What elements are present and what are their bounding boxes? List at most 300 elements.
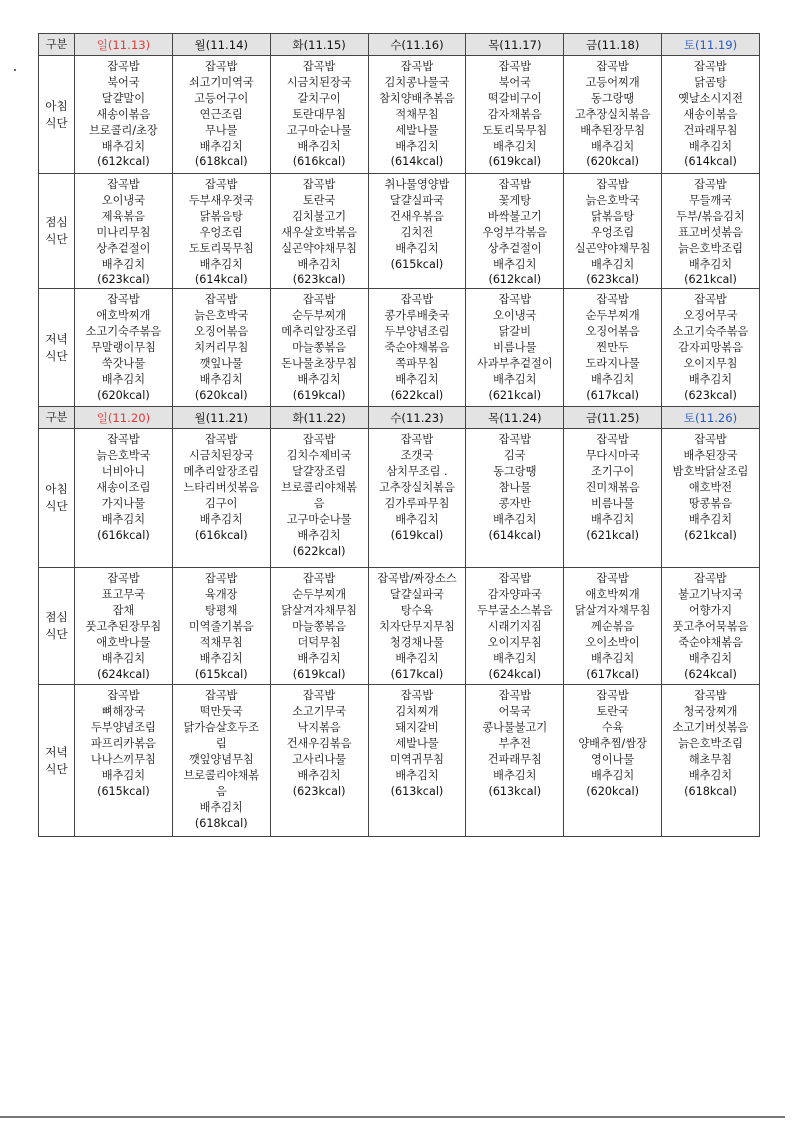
menu-cell — [466, 568, 564, 685]
menu-cell — [662, 289, 760, 407]
menu-item: 잡곡밥 — [694, 178, 727, 191]
menu-item: 고추장실치볶음 — [574, 107, 651, 121]
day-header: 수(11.16) — [368, 34, 466, 56]
menu-item: 오이지무침 — [487, 635, 542, 649]
menu-item: (612kcal) — [97, 155, 150, 169]
menu-item: 고등어구이 — [194, 91, 249, 105]
breakfast-label — [39, 429, 75, 568]
menu-item: 잡곡밥 — [302, 293, 336, 307]
menu-item: 늙은호박국 — [585, 193, 640, 207]
menu-item: 오이지무침 — [683, 356, 738, 370]
menu-item: 닭갈비 — [498, 325, 531, 339]
menu-item: 배추김치 — [688, 768, 733, 782]
menu-item: 닭볶음탕 — [591, 209, 635, 223]
menu-item: 잡곡밥 — [107, 572, 140, 586]
menu-item: 마늘쫑볶음 — [292, 341, 347, 355]
menu-item: 잡곡밥 — [498, 60, 531, 73]
menu-cell — [270, 429, 368, 568]
menu-item: (624kcal) — [97, 667, 150, 681]
menu-item: 탕수육 — [400, 604, 434, 618]
menu-item: 잡곡밥 — [302, 689, 336, 703]
menu-item: (614kcal) — [194, 273, 248, 287]
day-header: 월(11.14) — [172, 34, 270, 56]
menu-item: 배추김치 — [199, 139, 243, 153]
menu-item: 김치수제비국 — [286, 449, 352, 463]
menu-item: 김구이 — [205, 496, 238, 510]
menu-item: 무다시마국 — [585, 449, 640, 463]
menu-cell — [270, 174, 368, 289]
menu-item: 두부/볶음김치 — [676, 209, 745, 223]
menu-item: 갈치구이 — [297, 91, 341, 105]
menu-item: 달걀말이 — [101, 91, 146, 105]
menu-item: 콩자반 — [498, 496, 531, 510]
menu-item: 브로콜리야채볶 — [183, 768, 260, 782]
menu-item: 무들깨국 — [688, 193, 733, 207]
menu-item: 새송이볶음 — [683, 107, 738, 121]
menu-item: 배추김치 — [101, 768, 146, 782]
menu-item: 실곤약야채무침 — [281, 241, 357, 255]
menu-item: 콩가루배춧국 — [384, 309, 450, 323]
menu-item: 무말랭이무침 — [91, 341, 156, 355]
menu-cell — [172, 174, 270, 289]
menu-item: 메추리알장조림 — [281, 325, 357, 339]
weekly-menu-table — [38, 33, 760, 837]
menu-item: 무나물 — [205, 123, 238, 137]
menu-item: 배추김치 — [101, 372, 146, 386]
menu-item: 잡곡밥 — [596, 178, 629, 191]
day-header: 토(11.19) — [662, 34, 760, 56]
menu-item: 우엉부각볶음 — [482, 225, 548, 239]
menu-item: 배추김치 — [591, 512, 635, 526]
menu-item: 참치양배추볶음 — [379, 91, 455, 105]
menu-item: 배추김치 — [493, 372, 537, 386]
menu-cell — [564, 174, 662, 289]
menu-item: 잡곡밥 — [694, 293, 727, 307]
menu-item: 새우살호박볶음 — [281, 225, 357, 239]
menu-item: 두부양념조림 — [91, 721, 156, 735]
menu-item: 고구마순나물 — [286, 123, 352, 137]
menu-item: 잡곡밥 — [205, 572, 238, 586]
menu-item: 잡곡밥 — [400, 433, 434, 447]
menu-item: 배추김치 — [395, 372, 439, 386]
menu-item: (622kcal) — [390, 388, 444, 402]
menu-item: 닭볶음탕 — [199, 209, 243, 223]
menu-item: 순두부찌개 — [292, 588, 347, 602]
menu-item: 애호박찌개 — [585, 588, 640, 602]
menu-item: 배추김치 — [199, 372, 243, 386]
menu-item: 배추김치 — [688, 139, 733, 153]
day-header: 금(11.25) — [564, 407, 662, 429]
menu-item: 김치전 — [400, 225, 434, 239]
menu-item: 콩나물불고기 — [482, 721, 548, 735]
menu-cell — [172, 56, 270, 174]
menu-cell — [564, 429, 662, 568]
menu-cell — [368, 56, 466, 174]
dinner-label — [39, 289, 75, 407]
menu-item: 배추김치 — [395, 139, 439, 153]
menu-item: 감자채볶음 — [487, 107, 542, 121]
menu-item: 도토리묵무침 — [188, 241, 254, 255]
menu-item: 애호박나물 — [96, 635, 151, 649]
menu-item: 미나리무침 — [96, 225, 151, 239]
day-header: 일(11.13) — [75, 34, 173, 56]
menu-cell — [466, 685, 564, 837]
menu-item: (623kcal) — [292, 273, 346, 287]
menu-item: (623kcal) — [684, 388, 737, 402]
menu-item: 어향가지 — [688, 604, 733, 618]
menu-item: 더덕무침 — [297, 635, 341, 649]
menu-item: 늙은호박조림 — [678, 737, 743, 751]
menu-cell — [466, 289, 564, 407]
menu-item: 떡만둣국 — [199, 705, 243, 719]
menu-item: 배추김치 — [493, 139, 537, 153]
menu-item: (617kcal) — [586, 388, 639, 402]
gubun-header: 구분 — [39, 407, 75, 429]
menu-item: 배추김치 — [297, 257, 341, 271]
menu-item: 잡곡밥 — [498, 433, 531, 447]
menu-item: 제육볶음 — [101, 209, 146, 223]
breakfast-row — [39, 429, 760, 568]
menu-item: 파프리카볶음 — [91, 737, 156, 751]
menu-item: 배추김치 — [199, 800, 243, 814]
menu-item: 청국장찌개 — [683, 705, 738, 719]
menu-item: 나나스끼무침 — [91, 752, 156, 766]
menu-cell — [662, 568, 760, 685]
menu-item: 풋고추어묵볶음 — [672, 620, 749, 634]
menu-item: 토란국 — [302, 193, 336, 207]
menu-item: 도라지나물 — [585, 356, 640, 370]
menu-item: 표고버섯볶음 — [678, 225, 743, 239]
meal-label-text: 저녁 — [45, 744, 68, 759]
menu-item: 잡곡밥 — [596, 572, 629, 586]
menu-cell — [75, 429, 173, 568]
menu-cell — [662, 174, 760, 289]
menu-item: 깻잎나물 — [199, 356, 243, 370]
menu-cell — [75, 174, 173, 289]
menu-item: (621kcal) — [684, 528, 737, 542]
menu-item: 잡곡밥 — [107, 60, 140, 73]
menu-item: 참나물 — [498, 481, 531, 495]
menu-item: 배추김치 — [297, 139, 341, 153]
menu-item: 배추김치 — [591, 768, 635, 782]
menu-item: 새송이볶음 — [96, 107, 151, 121]
menu-cell — [662, 56, 760, 174]
menu-item: 음 — [313, 496, 325, 510]
menu-item: 잡곡밥 — [205, 689, 238, 703]
menu-cell — [270, 685, 368, 837]
menu-item: (616kcal) — [194, 528, 248, 542]
week-header-row — [39, 34, 760, 56]
menu-item: 애호박전 — [688, 481, 733, 495]
menu-item: (618kcal) — [194, 155, 248, 169]
menu-item: (624kcal) — [488, 667, 542, 681]
menu-item: 순두부찌개 — [585, 309, 640, 323]
menu-item: 잡곡밥 — [596, 433, 629, 447]
menu-cell — [368, 429, 466, 568]
menu-item: 잡곡밥/짜장소스 — [377, 572, 457, 586]
menu-item: 적채무침 — [199, 635, 243, 649]
menu-item: 취나물영양밥 — [384, 178, 450, 191]
menu-item: 돈나물초장무침 — [281, 356, 357, 370]
menu-item: 치자단무지무침 — [379, 620, 455, 634]
menu-item: 잡곡밥 — [302, 433, 336, 447]
menu-item: 깻잎양념무침 — [188, 752, 254, 766]
scan-speck — [14, 69, 16, 71]
menu-item: 어묵국 — [498, 705, 531, 719]
menu-item: 배추김치 — [591, 257, 635, 271]
menu-item: 배추된장무침 — [580, 123, 646, 137]
menu-item: 비름나물 — [493, 341, 537, 355]
meal-label-text: 아침 — [45, 482, 68, 497]
menu-cell — [564, 289, 662, 407]
lunch-row — [39, 568, 760, 685]
menu-item: 해초무침 — [688, 752, 733, 766]
menu-item: 잡곡밥 — [498, 572, 531, 586]
menu-item: 김치찌개 — [395, 705, 439, 719]
menu-item: 우엉조림 — [199, 225, 243, 239]
menu-cell — [75, 568, 173, 685]
menu-item: 오징어볶음 — [194, 325, 249, 339]
menu-item: 잡곡밥 — [498, 689, 531, 703]
menu-item: 오이냉국 — [493, 309, 537, 323]
menu-item: (612kcal) — [488, 273, 542, 287]
gubun-header: 구분 — [39, 34, 75, 56]
menu-item: 소고기버섯볶음 — [672, 721, 749, 735]
menu-cell — [368, 685, 466, 837]
menu-item: 달걀실파국 — [389, 588, 444, 602]
menu-item: 비름나물 — [591, 496, 635, 510]
menu-item: 순두부찌개 — [292, 309, 347, 323]
meal-label-text: 점심 — [45, 215, 68, 230]
menu-item: 배추김치 — [101, 512, 146, 526]
menu-cell — [270, 289, 368, 407]
menu-cell — [466, 429, 564, 568]
menu-item: 배추김치 — [493, 768, 537, 782]
menu-cell — [368, 568, 466, 685]
menu-item: (619kcal) — [390, 528, 444, 542]
menu-item: 메추리알장조림 — [183, 465, 260, 479]
menu-item: 감자양파국 — [487, 588, 542, 602]
menu-item: 새송이조림 — [96, 481, 151, 495]
menu-item: 육개장 — [205, 588, 238, 602]
menu-item: (624kcal) — [684, 667, 737, 681]
menu-item: 꽃게탕 — [498, 193, 531, 207]
menu-item: 배추김치 — [688, 512, 733, 526]
menu-item: 잡곡밥 — [694, 433, 727, 447]
menu-item: 치커리무침 — [194, 341, 249, 355]
menu-item: 삼치무조림 . — [386, 465, 448, 479]
menu-item: 미역줄기볶음 — [188, 620, 254, 634]
meal-label-text: 점심 — [45, 610, 68, 625]
dinner-label — [39, 685, 75, 837]
menu-item: 배추김치 — [493, 257, 537, 271]
menu-item: 우엉조림 — [591, 225, 635, 239]
menu-item: 김국 — [503, 449, 526, 463]
menu-item: 탕평채 — [205, 604, 238, 618]
menu-item: 북어국 — [498, 75, 531, 89]
menu-item: (621kcal) — [488, 388, 542, 402]
dinner-row — [39, 685, 760, 837]
menu-item: 오징어무국 — [683, 309, 738, 323]
lunch-row — [39, 174, 760, 289]
page-bottom-edge — [0, 1116, 785, 1118]
menu-item: 세발나물 — [395, 737, 439, 751]
menu-item: 죽순야채볶음 — [384, 341, 450, 355]
menu-item: 두부양념조림 — [384, 325, 450, 339]
menu-item: 배추김치 — [395, 651, 439, 665]
menu-item: 잡곡밥 — [694, 572, 727, 586]
menu-item: 잡곡밥 — [205, 60, 238, 73]
menu-item: 세발나물 — [395, 123, 439, 137]
menu-item: 건파래무침 — [487, 752, 542, 766]
menu-item: 두부굴소스볶음 — [476, 604, 553, 618]
menu-item: 오이소박이 — [585, 635, 640, 649]
menu-cell — [466, 174, 564, 289]
menu-item: 고사리나물 — [292, 752, 347, 766]
menu-item: 배추김치 — [297, 528, 341, 542]
menu-item: (620kcal) — [97, 388, 150, 402]
menu-item: 시금치된장국 — [286, 75, 352, 89]
menu-cell — [172, 568, 270, 685]
menu-item: 쪽파무침 — [395, 356, 439, 370]
menu-item: 김치콩나물국 — [384, 75, 450, 89]
meal-label-text: 식단 — [45, 232, 68, 247]
day-header: 일(11.20) — [75, 407, 173, 429]
menu-cell — [270, 56, 368, 174]
menu-item: 가지나물 — [101, 496, 146, 510]
day-header: 화(11.22) — [270, 407, 368, 429]
menu-item: 배추김치 — [395, 512, 439, 526]
menu-item: 오징어볶음 — [585, 325, 640, 339]
menu-item: 잡곡밥 — [205, 433, 238, 447]
menu-item: 청경채나물 — [389, 635, 444, 649]
menu-cell — [564, 685, 662, 837]
menu-item: 고구마순나물 — [286, 512, 352, 526]
menu-item: 조기구이 — [591, 465, 635, 479]
day-header: 금(11.18) — [564, 34, 662, 56]
menu-item: (618kcal) — [684, 784, 737, 798]
menu-item: 께순볶음 — [591, 620, 635, 634]
menu-cell — [75, 685, 173, 837]
menu-item: (615kcal) — [390, 257, 444, 271]
menu-item: 늙은호박국 — [96, 449, 151, 463]
meal-label-text: 식단 — [45, 761, 68, 776]
menu-item: 쑥갓나물 — [101, 356, 146, 370]
menu-item: 배추김치 — [297, 768, 341, 782]
menu-item: 양배추찜/쌈장 — [578, 737, 647, 751]
menu-item: (616kcal) — [292, 155, 346, 169]
menu-item: 닭가슴살호두조 — [183, 721, 260, 735]
menu-item: 토란국 — [596, 705, 629, 719]
meal-label-text: 식단 — [45, 499, 68, 514]
menu-item: 연근조림 — [199, 107, 243, 121]
menu-item: 토란대무침 — [292, 107, 347, 121]
menu-item: 배추김치 — [591, 372, 635, 386]
menu-item: 배추김치 — [591, 651, 635, 665]
menu-item: 땅콩볶음 — [688, 496, 733, 510]
menu-item: 느타리버섯볶음 — [183, 481, 260, 495]
day-header: 월(11.21) — [172, 407, 270, 429]
dinner-row — [39, 289, 760, 407]
menu-item: (614kcal) — [390, 155, 444, 169]
menu-item: (615kcal) — [194, 667, 248, 681]
menu-item: 죽순야채볶음 — [678, 635, 743, 649]
menu-item: 잡곡밥 — [205, 178, 238, 191]
menu-item: 잡곡밥 — [107, 293, 140, 307]
menu-item: (621kcal) — [684, 273, 737, 287]
menu-item: 바싹불고기 — [487, 209, 542, 223]
menu-item: 고추장실치볶음 — [379, 481, 455, 495]
menu-item: 쇠고기미역국 — [188, 75, 254, 89]
menu-item: 배추김치 — [101, 139, 146, 153]
menu-item: 배추김치 — [101, 651, 146, 665]
menu-item: (619kcal) — [292, 388, 346, 402]
menu-item: 마늘쫑볶음 — [292, 620, 347, 634]
menu-item: 배추김치 — [493, 512, 537, 526]
menu-item: 잡곡밥 — [498, 178, 531, 191]
menu-item: 배추김치 — [493, 651, 537, 665]
day-header: 수(11.23) — [368, 407, 466, 429]
menu-item: 달걀실파국 — [389, 193, 444, 207]
menu-item: 잡곡밥 — [694, 689, 727, 703]
menu-item: 잡곡밥 — [694, 60, 727, 73]
menu-item: 고등어찌개 — [585, 75, 640, 89]
menu-item: 배추김치 — [199, 257, 243, 271]
menu-item: 소고기무국 — [292, 705, 347, 719]
menu-item: 동그랑땡 — [493, 465, 537, 479]
menu-item: (614kcal) — [684, 155, 737, 169]
menu-item: 닭살겨자채무침 — [574, 604, 651, 618]
menu-item: 소고기숙주볶음 — [85, 325, 162, 339]
menu-item: 풋고추된장무침 — [85, 620, 162, 634]
menu-item: 배추김치 — [297, 651, 341, 665]
menu-item: 도토리묵무침 — [482, 123, 548, 137]
menu-item: (622kcal) — [292, 544, 346, 558]
breakfast-row — [39, 56, 760, 174]
menu-item: 상추겉절이 — [487, 241, 542, 255]
menu-item: (617kcal) — [586, 667, 639, 681]
menu-item: 건파래무침 — [683, 123, 738, 137]
menu-item: 배추김치 — [395, 768, 439, 782]
menu-item: 떡갈비구이 — [487, 91, 542, 105]
menu-item: 동그랑땡 — [591, 91, 635, 105]
menu-item: 잡곡밥 — [205, 293, 238, 307]
menu-item: 잡채 — [112, 604, 135, 618]
menu-item: 감자피망볶음 — [678, 341, 743, 355]
menu-item: 표고무국 — [101, 588, 146, 602]
menu-item: 불고기낙지국 — [678, 588, 743, 602]
menu-item: 잡곡밥 — [302, 60, 336, 73]
menu-item: (620kcal) — [586, 784, 639, 798]
menu-item: 영이나물 — [591, 752, 635, 766]
menu-item: 밤호박닭살조림 — [672, 465, 749, 479]
menu-item: (623kcal) — [292, 784, 346, 798]
menu-item: 음 — [215, 784, 227, 798]
menu-item: 브로콜리/초장 — [89, 123, 158, 137]
meal-label-text: 아침 — [45, 98, 68, 113]
menu-item: 건새우볶음 — [389, 209, 444, 223]
menu-item: (623kcal) — [97, 273, 150, 287]
menu-cell — [564, 568, 662, 685]
menu-item: 김가루파무침 — [384, 496, 450, 510]
menu-item: 늙은호박조림 — [678, 241, 743, 255]
meal-label-text: 식단 — [45, 115, 68, 130]
menu-item: (619kcal) — [292, 667, 346, 681]
menu-item: 실곤약야채무침 — [574, 241, 651, 255]
menu-item: 소고기숙주볶음 — [672, 325, 749, 339]
menu-item: 상추겉절이 — [96, 241, 151, 255]
menu-cell — [172, 685, 270, 837]
